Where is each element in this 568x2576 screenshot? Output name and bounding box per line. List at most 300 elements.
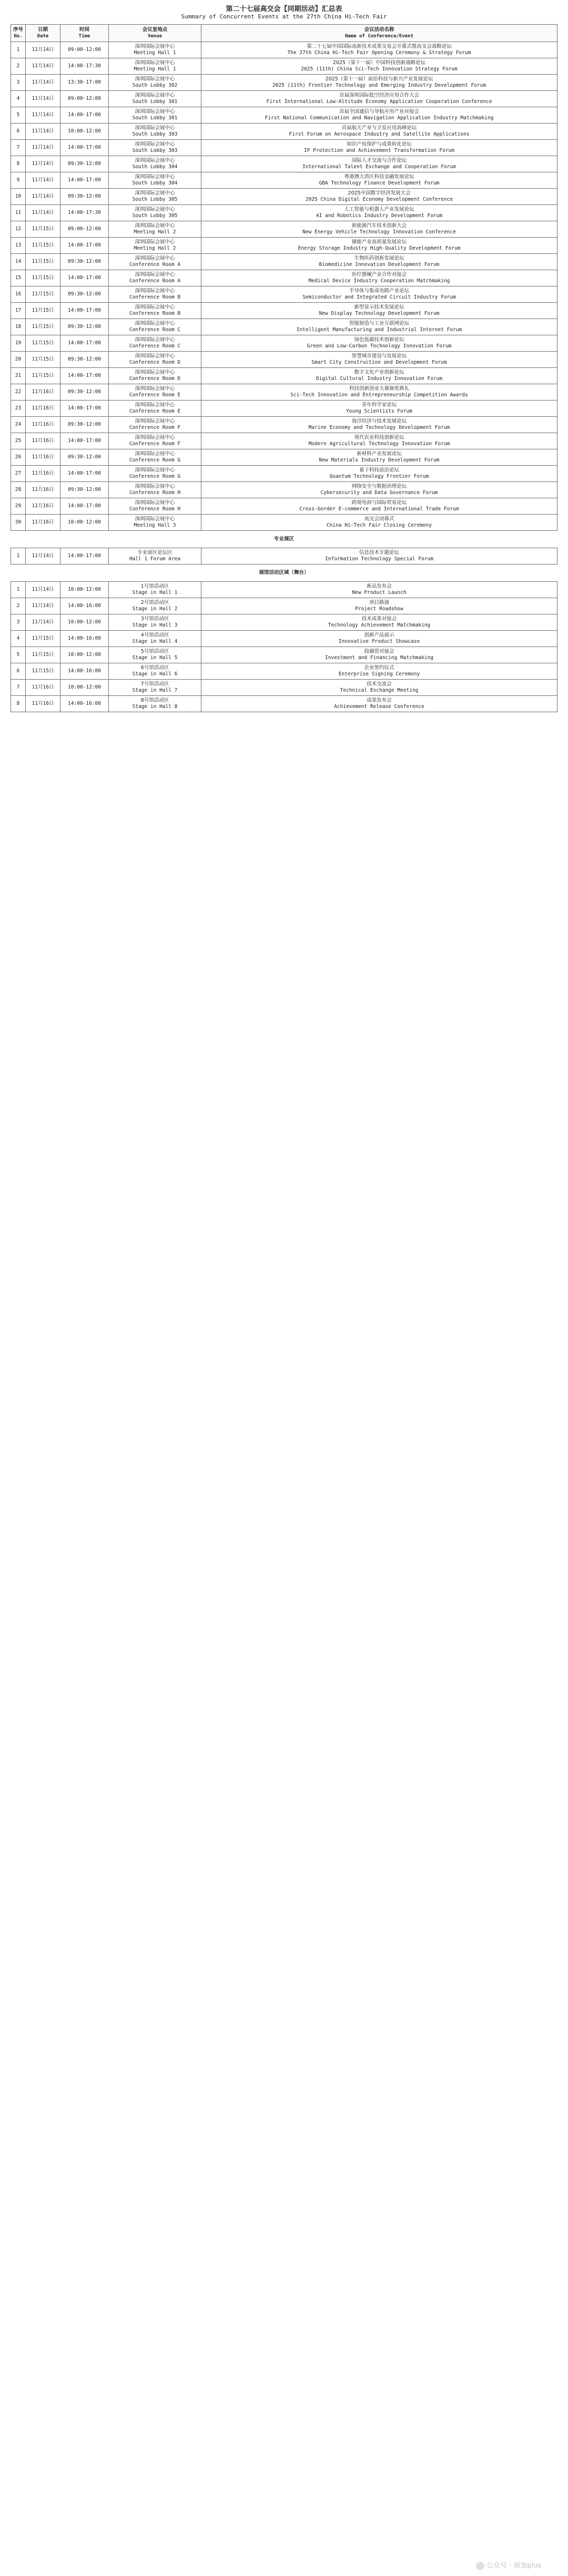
row-venue bbox=[109, 91, 201, 107]
row-date-date: 11月15日 bbox=[32, 340, 54, 346]
row-date-date: 11月14日 bbox=[32, 96, 54, 101]
row-time bbox=[60, 221, 109, 238]
row-venue bbox=[109, 466, 201, 482]
row-event-name-name-cn: 数字文化产业创新论坛 bbox=[354, 370, 404, 375]
row-venue-venue-cn: 深圳国际会展中心 bbox=[135, 516, 175, 522]
row-event-name bbox=[201, 696, 557, 712]
row-time bbox=[60, 696, 109, 712]
table-row bbox=[11, 433, 557, 449]
row-venue-venue-en: Conference Room E bbox=[129, 392, 181, 398]
row-venue-venue-en: South Lobby 303 bbox=[132, 131, 178, 137]
row-time-time: 14:00-16:00 bbox=[68, 603, 101, 609]
row-date-date: 11月16日 bbox=[32, 684, 54, 690]
row-time bbox=[60, 417, 109, 433]
row-time-time: 14:00-17:00 bbox=[68, 177, 101, 183]
row-event-name bbox=[201, 319, 557, 335]
row-number-no: 14 bbox=[15, 259, 22, 264]
row-event-name-name-cn: 技术成果对接会 bbox=[361, 616, 397, 622]
row-event-name-name-en: Information Technology Special Forum bbox=[325, 556, 433, 562]
row-venue bbox=[109, 548, 201, 565]
row-venue-venue-cn: 深圳国际会展中心 bbox=[135, 288, 175, 294]
row-event-name-name-en: Medical Device Industry Cooperation Matchmaking bbox=[308, 278, 450, 284]
row-time-time: 14:00-17:00 bbox=[68, 340, 101, 346]
row-venue bbox=[109, 124, 201, 140]
row-event-name-name-cn: 首届深圳国际低空经济应用合作大会 bbox=[339, 93, 419, 98]
row-number bbox=[11, 42, 26, 58]
row-date bbox=[26, 582, 60, 598]
row-number-no: 18 bbox=[15, 324, 22, 330]
row-event-name-name-cn: 智能制造与工业互联网论坛 bbox=[349, 321, 409, 326]
row-number bbox=[11, 172, 26, 189]
row-date bbox=[26, 352, 60, 368]
table-row bbox=[11, 598, 557, 614]
row-venue-venue-en: Stage in Hall 6 bbox=[132, 671, 178, 677]
row-time bbox=[60, 647, 109, 663]
section-heading-row bbox=[11, 565, 557, 582]
row-event-name-name-en: Intelligent Manufacturing and Industrial Internet Forum bbox=[296, 327, 462, 333]
row-number-no: 8 bbox=[16, 161, 20, 167]
row-date bbox=[26, 140, 60, 156]
row-time bbox=[60, 156, 109, 172]
row-venue-venue-cn: 6号馆活动区 bbox=[140, 665, 169, 671]
row-venue bbox=[109, 647, 201, 663]
row-number bbox=[11, 352, 26, 368]
row-number bbox=[11, 58, 26, 75]
page-subtitle: Summary of Concurrent Events at the 27th China Hi-Tech Fair bbox=[181, 13, 387, 20]
row-event-name-name-cn: 国际人才交流与合作论坛 bbox=[351, 158, 407, 163]
table-row bbox=[11, 58, 557, 75]
row-venue bbox=[109, 221, 201, 238]
row-time-time: 09:30-12:00 bbox=[68, 356, 101, 362]
table-row bbox=[11, 582, 557, 598]
row-time-time: 14:00-17:00 bbox=[68, 503, 101, 509]
row-venue-venue-cn: 1号馆活动区 bbox=[140, 583, 169, 589]
row-time-time: 10:00-12:00 bbox=[68, 652, 101, 658]
wechat-icon bbox=[476, 2562, 484, 2570]
row-event-name bbox=[201, 238, 557, 254]
row-venue bbox=[109, 335, 201, 352]
row-time bbox=[60, 368, 109, 384]
row-event-name bbox=[201, 124, 557, 140]
table-row bbox=[11, 205, 557, 221]
row-date bbox=[26, 498, 60, 515]
row-date bbox=[26, 189, 60, 205]
row-date bbox=[26, 663, 60, 680]
row-time bbox=[60, 75, 109, 91]
row-event-name bbox=[201, 582, 557, 598]
row-number-no: 16 bbox=[15, 291, 22, 297]
row-event-name-name-cn: 创新产品展示 bbox=[364, 632, 394, 638]
row-number bbox=[11, 631, 26, 647]
row-venue-venue-cn: 深圳国际会展中心 bbox=[135, 125, 175, 131]
row-time-time: 09:30-12:00 bbox=[68, 161, 101, 167]
row-event-name-name-en: New Display Technology Development Forum bbox=[319, 311, 440, 316]
row-number-no: 7 bbox=[16, 145, 20, 150]
row-time bbox=[60, 663, 109, 680]
row-date bbox=[26, 647, 60, 663]
row-venue bbox=[109, 254, 201, 270]
row-event-name-name-en: China Hi-Tech Fair Closing Ceremony bbox=[326, 522, 432, 528]
row-venue bbox=[109, 449, 201, 466]
header-venue: 会议室地点 Venue bbox=[109, 25, 201, 42]
header-time: 时间 Time bbox=[60, 25, 109, 42]
row-event-name-name-en: Achievement Release Conference bbox=[334, 704, 424, 710]
row-time-time: 09:30-12:00 bbox=[68, 487, 101, 492]
row-event-name bbox=[201, 42, 557, 58]
row-event-name-name-cn: 青年科学家论坛 bbox=[361, 402, 397, 408]
row-event-name bbox=[201, 433, 557, 449]
row-venue-venue-en: Conference Room B bbox=[129, 311, 181, 316]
table-row bbox=[11, 91, 557, 107]
row-venue-venue-en: Conference Room B bbox=[129, 294, 181, 300]
row-venue-venue-cn: 深圳国际会展中心 bbox=[135, 255, 175, 261]
row-venue-venue-cn: 8号馆活动区 bbox=[140, 697, 169, 703]
row-venue bbox=[109, 482, 201, 498]
row-number-no: 5 bbox=[16, 112, 20, 118]
row-venue-venue-en: Conference Room H bbox=[129, 506, 181, 512]
row-event-name-name-en: Energy Storage Industry High-Quality Development Forum bbox=[298, 245, 461, 251]
header-no: 序号 No. bbox=[11, 25, 26, 42]
table-row bbox=[11, 221, 557, 238]
row-venue-venue-cn: 深圳国际会展中心 bbox=[135, 109, 175, 115]
row-venue bbox=[109, 42, 201, 58]
row-venue-venue-cn: 深圳国际会展中心 bbox=[135, 60, 175, 66]
row-venue-venue-cn: 深圳国际会展中心 bbox=[135, 386, 175, 392]
row-time bbox=[60, 384, 109, 401]
row-event-name-name-en: Biomedicine Innovation Development Forum bbox=[319, 262, 440, 268]
row-number bbox=[11, 598, 26, 614]
row-event-name-name-cn: 高交会闭幕式 bbox=[364, 516, 394, 522]
row-time bbox=[60, 466, 109, 482]
table-row bbox=[11, 614, 557, 631]
row-time-time: 09:30-12:00 bbox=[68, 324, 101, 330]
row-number-no: 10 bbox=[15, 193, 22, 199]
row-event-name bbox=[201, 352, 557, 368]
row-event-name-name-cn: 生物医药创新发展论坛 bbox=[354, 255, 404, 261]
events-table bbox=[11, 24, 557, 712]
row-time-time: 13:30-17:00 bbox=[68, 79, 101, 85]
row-time-time: 14:00-17:00 bbox=[68, 112, 101, 118]
row-date bbox=[26, 124, 60, 140]
row-venue-venue-en: Stage in Hall 3 bbox=[132, 622, 178, 628]
row-time-time: 09:30-12:00 bbox=[68, 389, 101, 395]
row-venue-venue-en: South Lobby 301 bbox=[132, 115, 178, 121]
row-date-date: 11月15日 bbox=[32, 635, 54, 641]
row-time-time: 14:00-16:00 bbox=[68, 668, 101, 674]
row-time bbox=[60, 42, 109, 58]
row-date bbox=[26, 614, 60, 631]
row-venue-venue-cn: 深圳国际会展中心 bbox=[135, 141, 175, 147]
row-date bbox=[26, 384, 60, 401]
header-date: 日期 Date bbox=[26, 25, 60, 42]
row-venue-venue-cn: 深圳国际会展中心 bbox=[135, 484, 175, 489]
row-venue-venue-en: Stage in Hall 4 bbox=[132, 639, 178, 644]
row-event-name-name-en: Technical Exchange Meeting bbox=[340, 687, 419, 693]
row-number-no: 3 bbox=[16, 79, 20, 85]
row-venue-venue-en: Conference Room D bbox=[129, 376, 181, 382]
row-time bbox=[60, 515, 109, 531]
row-event-name bbox=[201, 631, 557, 647]
row-time bbox=[60, 614, 109, 631]
row-venue-venue-en: Conference Room F bbox=[129, 441, 181, 447]
row-event-name bbox=[201, 303, 557, 319]
row-event-name-name-cn: 绿色低碳技术创新论坛 bbox=[354, 337, 404, 343]
row-time-time: 09:30-12:00 bbox=[68, 291, 101, 297]
row-event-name-name-en: First National Communication and Navigation Application Industry Matchmaking bbox=[265, 115, 494, 121]
row-venue-venue-en: South Lobby 302 bbox=[132, 83, 178, 88]
row-venue bbox=[109, 238, 201, 254]
row-date-date: 11月15日 bbox=[32, 242, 54, 248]
row-event-name-name-en: Sci-Tech Innovation and Entrepreneurship Competition Awards bbox=[290, 392, 468, 398]
row-venue bbox=[109, 156, 201, 172]
row-venue-venue-cn: 深圳国际会展中心 bbox=[135, 239, 175, 245]
row-venue bbox=[109, 582, 201, 598]
row-event-name-name-cn: 量子科技前沿论坛 bbox=[359, 467, 399, 473]
row-number bbox=[11, 433, 26, 449]
row-venue-venue-en: Stage in Hall 2 bbox=[132, 606, 178, 612]
row-event-name bbox=[201, 91, 557, 107]
row-time bbox=[60, 124, 109, 140]
row-time-time: 10:00-12:00 bbox=[68, 619, 101, 625]
row-date-date: 11月16日 bbox=[32, 519, 54, 525]
row-event-name-name-en: GBA Technology Finance Development Forum bbox=[319, 180, 440, 186]
row-date-date: 11月14日 bbox=[32, 128, 54, 134]
row-date-date: 11月15日 bbox=[32, 668, 54, 674]
row-event-name-name-cn: 粤港澳大湾区科技金融发展论坛 bbox=[344, 174, 414, 180]
row-number bbox=[11, 449, 26, 466]
row-venue bbox=[109, 614, 201, 631]
row-time-time: 09:00-12:00 bbox=[68, 226, 101, 232]
row-event-name bbox=[201, 270, 557, 286]
row-date-date: 11月14日 bbox=[32, 112, 54, 118]
row-time bbox=[60, 352, 109, 368]
table-row bbox=[11, 254, 557, 270]
row-event-name bbox=[201, 614, 557, 631]
table-row bbox=[11, 303, 557, 319]
row-date bbox=[26, 482, 60, 498]
row-event-name-name-en: IP Protection and Achievement Transformation Forum bbox=[304, 148, 454, 153]
table-row bbox=[11, 368, 557, 384]
row-number bbox=[11, 91, 26, 107]
row-event-name-name-cn: 企业签约仪式 bbox=[364, 665, 394, 671]
row-venue-venue-cn: 深圳国际会展中心 bbox=[135, 223, 175, 229]
row-event-name bbox=[201, 286, 557, 303]
row-venue-venue-cn: 2号馆活动区 bbox=[140, 600, 169, 605]
row-time-time: 14:00-17:00 bbox=[68, 275, 101, 281]
table-row bbox=[11, 42, 557, 58]
table-row bbox=[11, 75, 557, 91]
row-number-no: 1 bbox=[16, 47, 20, 53]
row-event-name-name-cn: 新能源汽车技术创新大会 bbox=[351, 223, 407, 229]
row-number-no: 22 bbox=[15, 389, 22, 395]
row-venue-venue-en: Conference Room D bbox=[129, 360, 181, 365]
row-date-date: 11月16日 bbox=[32, 422, 54, 427]
row-event-name-name-en: Technology Achievement Matchmaking bbox=[328, 622, 431, 628]
row-time-time: 10:00-12:00 bbox=[68, 684, 101, 690]
row-number-no: 21 bbox=[15, 373, 22, 378]
row-number bbox=[11, 647, 26, 663]
row-event-name bbox=[201, 107, 557, 124]
row-time bbox=[60, 303, 109, 319]
summary-page bbox=[11, 0, 557, 712]
row-number bbox=[11, 614, 26, 631]
row-number-no: 27 bbox=[15, 470, 22, 476]
row-number-no: 12 bbox=[15, 226, 22, 232]
row-time-time: 14:00-17:30 bbox=[68, 63, 101, 69]
row-event-name bbox=[201, 449, 557, 466]
row-time-time: 14:00-17:00 bbox=[68, 405, 101, 411]
row-time bbox=[60, 319, 109, 335]
row-venue-venue-en: Conference Room C bbox=[129, 343, 181, 349]
row-date-date: 11月14日 bbox=[32, 79, 54, 85]
row-event-name-name-cn: 现代农业科技创新论坛 bbox=[354, 435, 404, 440]
row-event-name bbox=[201, 140, 557, 156]
row-event-name bbox=[201, 75, 557, 91]
row-time-time: 14:00-17:30 bbox=[68, 210, 101, 215]
row-date bbox=[26, 449, 60, 466]
row-number-no: 3 bbox=[16, 619, 20, 625]
row-date bbox=[26, 335, 60, 352]
row-venue bbox=[109, 319, 201, 335]
row-date-date: 11月15日 bbox=[32, 373, 54, 378]
row-event-name-name-en: Modern Agricultural Technology Innovation Forum bbox=[308, 441, 450, 447]
row-event-name-name-cn: 网络安全与数据治理论坛 bbox=[351, 484, 407, 489]
row-event-name-name-en: New Product Launch bbox=[352, 590, 407, 596]
row-event-name-name-en: Cross-border E-commerce and International Trade Forum bbox=[299, 506, 459, 512]
row-venue bbox=[109, 352, 201, 368]
row-time bbox=[60, 58, 109, 75]
row-date bbox=[26, 205, 60, 221]
table-row bbox=[11, 124, 557, 140]
row-date-date: 11月15日 bbox=[32, 259, 54, 264]
row-venue-venue-cn: 深圳国际会展中心 bbox=[135, 337, 175, 343]
table-header-row bbox=[11, 25, 557, 42]
row-time-time: 14:00-17:00 bbox=[68, 242, 101, 248]
table-row bbox=[11, 270, 557, 286]
table-row bbox=[11, 352, 557, 368]
row-number bbox=[11, 368, 26, 384]
row-venue-venue-en: Conference Room G bbox=[129, 457, 181, 463]
row-time-time: 14:00-17:00 bbox=[68, 307, 101, 313]
row-event-name-name-cn: 投融资对接会 bbox=[364, 649, 394, 654]
row-event-name-name-en: Smart City Construction and Development Forum bbox=[311, 360, 447, 365]
row-number-no: 2 bbox=[16, 603, 20, 609]
row-time-time: 09:30-12:00 bbox=[68, 422, 101, 427]
row-venue-venue-en: Stage in Hall 7 bbox=[132, 687, 178, 693]
row-event-name-name-en: 2025 China Digital Economy Development Conference bbox=[305, 197, 453, 202]
row-number-no: 5 bbox=[16, 652, 20, 658]
row-event-name bbox=[201, 172, 557, 189]
row-number-no: 24 bbox=[15, 422, 22, 427]
row-event-name bbox=[201, 598, 557, 614]
row-venue bbox=[109, 140, 201, 156]
row-venue bbox=[109, 515, 201, 531]
row-date bbox=[26, 156, 60, 172]
row-venue bbox=[109, 58, 201, 75]
row-event-name-name-en: Digital Cultural Industry Innovation Forum bbox=[316, 376, 443, 382]
row-number bbox=[11, 663, 26, 680]
row-date bbox=[26, 598, 60, 614]
row-date bbox=[26, 696, 60, 712]
row-event-name bbox=[201, 482, 557, 498]
row-venue-venue-cn: 深圳国际会展中心 bbox=[135, 44, 175, 49]
row-date bbox=[26, 42, 60, 58]
row-time bbox=[60, 482, 109, 498]
row-number-no: 4 bbox=[16, 635, 20, 641]
row-number bbox=[11, 498, 26, 515]
row-venue-venue-en: Conference Room F bbox=[129, 425, 181, 430]
table-row bbox=[11, 384, 557, 401]
row-event-name-name-en: Young Scientists Forum bbox=[346, 408, 412, 414]
row-event-name-name-cn: 首届航天产业与卫星应用高峰论坛 bbox=[341, 125, 417, 131]
row-venue bbox=[109, 205, 201, 221]
row-venue-venue-cn: 深圳国际会展中心 bbox=[135, 451, 175, 457]
row-event-name-name-cn: 新材料产业发展论坛 bbox=[357, 451, 402, 457]
row-time-time: 14:00-16:00 bbox=[68, 635, 101, 641]
row-date bbox=[26, 58, 60, 75]
row-time bbox=[60, 140, 109, 156]
row-time-time: 09:30-12:00 bbox=[68, 259, 101, 264]
row-time bbox=[60, 680, 109, 696]
row-venue-venue-cn: 深圳国际会展中心 bbox=[135, 272, 175, 278]
row-number bbox=[11, 189, 26, 205]
row-event-name-name-cn: 成果发布会 bbox=[367, 697, 392, 703]
row-number bbox=[11, 238, 26, 254]
row-venue-venue-cn: 4号馆活动区 bbox=[140, 632, 169, 638]
row-event-name-name-cn: 项目路演 bbox=[369, 600, 389, 605]
row-event-name-name-cn: 第二十七届中国国际高新技术成果交易会开幕式暨高交会战略论坛 bbox=[307, 44, 452, 49]
row-event-name-name-en: Project Roadshow bbox=[355, 606, 403, 612]
row-event-name bbox=[201, 466, 557, 482]
row-event-name-name-cn: 信息技术专题论坛 bbox=[359, 550, 399, 556]
row-venue-venue-en: South Lobby 305 bbox=[132, 213, 178, 219]
row-event-name bbox=[201, 515, 557, 531]
row-date-date: 11月16日 bbox=[32, 454, 54, 460]
row-date-date: 11月14日 bbox=[32, 47, 54, 53]
row-venue-venue-en: South Lobby 304 bbox=[132, 164, 178, 170]
row-event-name bbox=[201, 647, 557, 663]
row-time-time: 09:30-12:00 bbox=[68, 454, 101, 460]
row-venue-venue-cn: 深圳国际会展中心 bbox=[135, 402, 175, 408]
row-event-name bbox=[201, 58, 557, 75]
row-venue bbox=[109, 433, 201, 449]
row-time bbox=[60, 270, 109, 286]
row-time-time: 10:00-12:00 bbox=[68, 128, 101, 134]
row-event-name-name-cn: 海洋经济与技术发展论坛 bbox=[351, 418, 407, 424]
row-time bbox=[60, 548, 109, 565]
row-venue-venue-en: Conference Room A bbox=[129, 262, 181, 268]
row-time-time: 14:00-17:00 bbox=[68, 553, 101, 559]
row-venue-venue-cn: 深圳国际会展中心 bbox=[135, 467, 175, 473]
row-number bbox=[11, 482, 26, 498]
table-row bbox=[11, 319, 557, 335]
row-date bbox=[26, 417, 60, 433]
row-time bbox=[60, 335, 109, 352]
row-number bbox=[11, 335, 26, 352]
row-venue-venue-cn: 深圳国际会展中心 bbox=[135, 418, 175, 424]
row-venue-venue-cn: 3号馆活动区 bbox=[140, 616, 169, 622]
row-event-name-name-cn: 2025（第十一届）中国科技创新战略论坛 bbox=[332, 60, 426, 66]
row-event-name-name-cn: 知识产权保护与成果转化论坛 bbox=[347, 141, 412, 147]
table-row bbox=[11, 663, 557, 680]
table-row bbox=[11, 498, 557, 515]
row-number-no: 15 bbox=[15, 275, 22, 281]
row-time bbox=[60, 254, 109, 270]
row-event-name bbox=[201, 205, 557, 221]
row-venue bbox=[109, 417, 201, 433]
row-date-date: 11月15日 bbox=[32, 226, 54, 232]
row-time-time: 09:00-12:00 bbox=[68, 96, 101, 101]
